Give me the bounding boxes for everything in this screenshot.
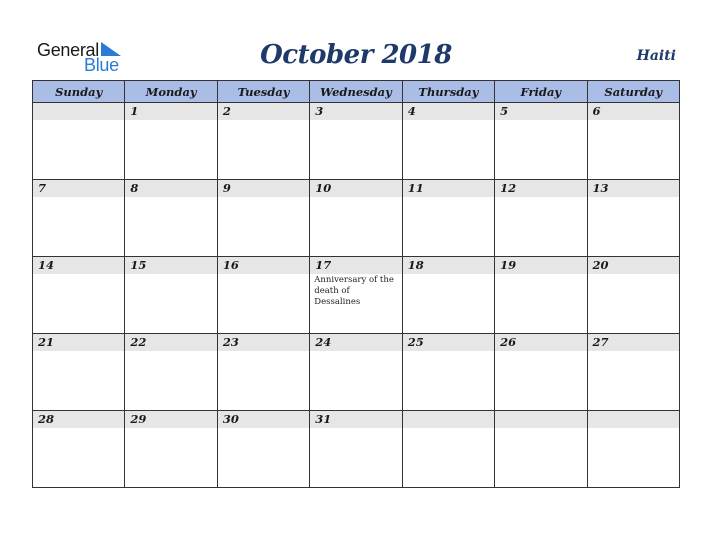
day-number: 6 — [588, 103, 679, 120]
day-number: 27 — [588, 334, 679, 351]
weekday-header: Monday — [125, 81, 217, 103]
day-number: 18 — [403, 257, 494, 274]
day-cell — [495, 334, 587, 411]
day-number: 19 — [495, 257, 586, 274]
day-cell — [33, 334, 125, 411]
day-number: 14 — [33, 257, 124, 274]
weekday-header: Wednesday — [310, 81, 402, 103]
day-number: 3 — [310, 103, 401, 120]
day-number — [588, 411, 679, 428]
day-cell — [587, 411, 679, 488]
country-name: Haiti — [636, 48, 676, 64]
day-number: 24 — [310, 334, 401, 351]
weekday-header: Tuesday — [217, 81, 309, 103]
day-number: 1 — [125, 103, 216, 120]
week-row — [33, 411, 680, 488]
day-number: 4 — [403, 103, 494, 120]
day-number: 9 — [218, 180, 309, 197]
day-number: 17 — [310, 257, 401, 274]
day-cell — [33, 411, 125, 488]
day-cell — [402, 334, 494, 411]
day-cell — [33, 180, 125, 257]
day-number: 7 — [33, 180, 124, 197]
day-cell — [217, 180, 309, 257]
day-cell — [587, 334, 679, 411]
day-cell — [33, 103, 125, 180]
day-cell — [402, 103, 494, 180]
day-number: 20 — [588, 257, 679, 274]
holiday-label: Anniversary of the death of Dessalines — [314, 275, 394, 307]
day-cell — [125, 334, 217, 411]
day-cell — [402, 180, 494, 257]
day-cell — [402, 411, 494, 488]
day-cell — [495, 103, 587, 180]
day-cell — [125, 411, 217, 488]
day-number: 30 — [218, 411, 309, 428]
day-number: 31 — [310, 411, 401, 428]
week-row — [33, 180, 680, 257]
day-cell — [217, 257, 309, 334]
day-number: 10 — [310, 180, 401, 197]
day-cell — [310, 180, 402, 257]
calendar-title: October 2018 — [260, 40, 452, 70]
day-cell — [217, 411, 309, 488]
day-number: 13 — [588, 180, 679, 197]
day-number — [33, 103, 124, 120]
day-number: 22 — [125, 334, 216, 351]
day-number: 23 — [218, 334, 309, 351]
weekday-header: Friday — [495, 81, 587, 103]
weekday-header: Sunday — [33, 81, 125, 103]
day-cell — [125, 257, 217, 334]
week-row — [33, 257, 680, 334]
day-cell — [495, 411, 587, 488]
day-cell — [402, 257, 494, 334]
week-row — [33, 103, 680, 180]
day-number — [403, 411, 494, 428]
day-number: 8 — [125, 180, 216, 197]
weekday-header: Saturday — [587, 81, 679, 103]
day-cell — [587, 180, 679, 257]
day-cell — [217, 334, 309, 411]
weekday-header-row — [33, 81, 680, 103]
day-cell — [310, 257, 402, 334]
day-number: 2 — [218, 103, 309, 120]
weekday-header: Thursday — [402, 81, 494, 103]
day-number: 5 — [495, 103, 586, 120]
week-row — [33, 334, 680, 411]
day-number — [495, 411, 586, 428]
day-number: 26 — [495, 334, 586, 351]
logo-text-blue: Blue — [84, 55, 119, 75]
day-cell — [33, 257, 125, 334]
day-cell — [587, 103, 679, 180]
day-number: 12 — [495, 180, 586, 197]
day-cell — [125, 180, 217, 257]
day-number: 16 — [218, 257, 309, 274]
day-cell — [310, 103, 402, 180]
logo-text-general: General — [37, 40, 99, 60]
day-cell — [310, 334, 402, 411]
day-number: 15 — [125, 257, 216, 274]
day-number: 11 — [403, 180, 494, 197]
day-number: 21 — [33, 334, 124, 351]
day-cell — [217, 103, 309, 180]
day-number: 25 — [403, 334, 494, 351]
day-number: 29 — [125, 411, 216, 428]
calendar-grid — [32, 80, 680, 488]
day-cell — [310, 411, 402, 488]
day-number: 28 — [33, 411, 124, 428]
day-cell — [495, 257, 587, 334]
day-cell — [125, 103, 217, 180]
day-cell — [495, 180, 587, 257]
day-cell — [587, 257, 679, 334]
